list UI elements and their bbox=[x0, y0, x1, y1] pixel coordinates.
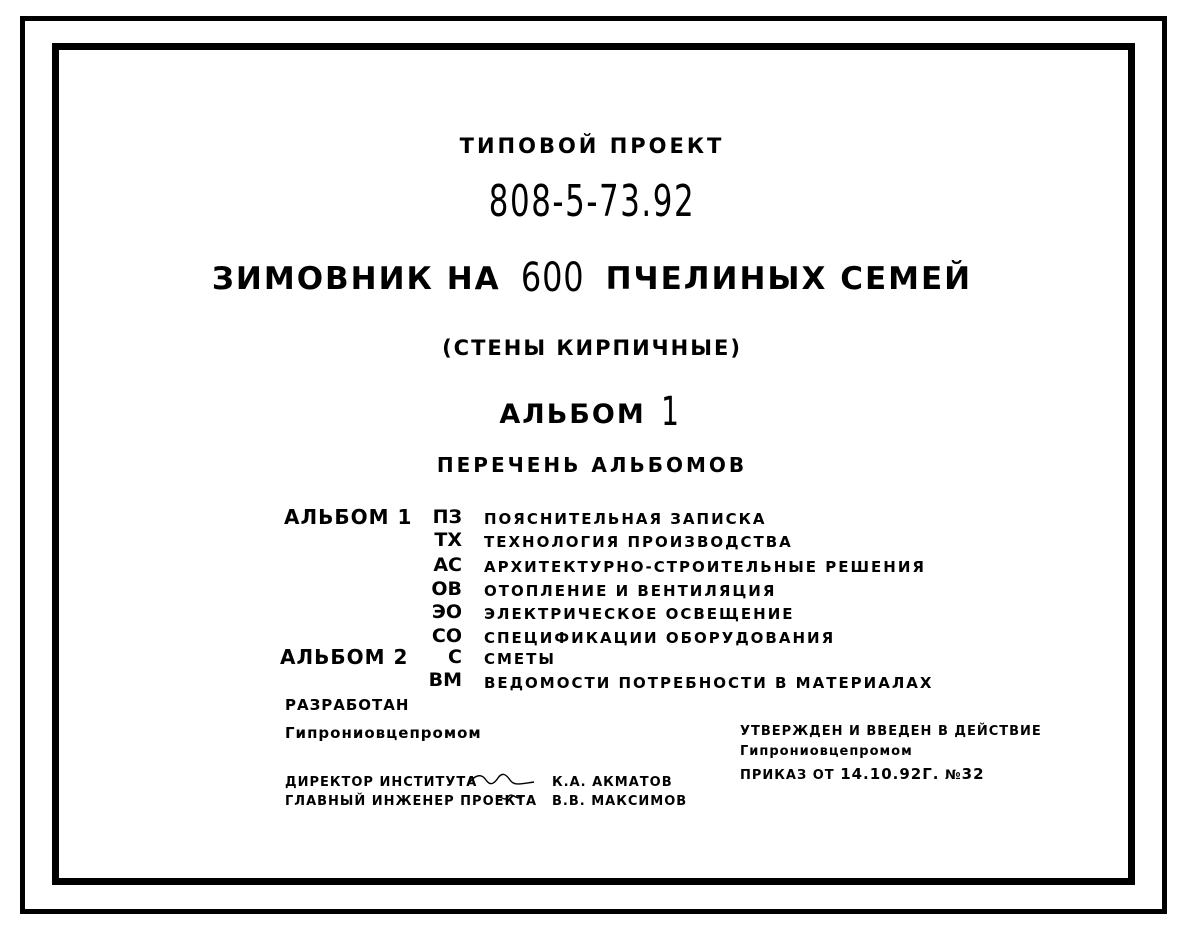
approval-order bbox=[740, 767, 985, 782]
code-so: СО bbox=[431, 625, 462, 647]
main-title bbox=[0, 255, 1184, 301]
project-label: ТИПОВОЙ ПРОЕКТ bbox=[459, 134, 725, 158]
code-ov: ОВ bbox=[431, 578, 462, 600]
album-number: 1 bbox=[661, 389, 681, 435]
item-vm: ВЕДОМОСТИ ПОТРЕБНОСТИ В МАТЕРИАЛАХ bbox=[484, 674, 934, 692]
engineer-signature bbox=[494, 791, 524, 809]
album2-label: АЛЬБОМ 2 bbox=[280, 645, 409, 669]
item-as: АРХИТЕКТУРНО-СТРОИТЕЛЬНЫЕ РЕШЕНИЯ bbox=[484, 558, 926, 576]
engineer-title: ГЛАВНЫЙ ИНЖЕНЕР ПРОЕКТА bbox=[285, 794, 538, 809]
code-eo: ЭО bbox=[431, 601, 462, 623]
order-no: 32 bbox=[961, 765, 985, 783]
order-no-label: № bbox=[945, 768, 962, 783]
code-th: ТХ bbox=[434, 529, 462, 551]
order-prefix: ПРИКАЗ ОТ bbox=[740, 768, 835, 783]
code-s: С bbox=[448, 646, 462, 668]
developed-label: РАЗРАБОТАН bbox=[285, 696, 410, 714]
project-number: 808-5-73.92 bbox=[488, 176, 696, 227]
approval-line2: Гипрониовцепромом bbox=[740, 744, 913, 759]
engineer-name: В.В. МАКСИМОВ bbox=[552, 794, 688, 809]
order-date: 14.10.92Г. bbox=[840, 765, 940, 783]
developer-org: Гипрониовцепромом bbox=[285, 724, 482, 742]
engineer-signature-mark bbox=[494, 791, 524, 805]
item-th: ТЕХНОЛОГИЯ ПРОИЗВОДСТВА bbox=[484, 533, 793, 551]
item-eo: ЭЛЕКТРИЧЕСКОЕ ОСВЕЩЕНИЕ bbox=[484, 605, 795, 623]
item-s: СМЕТЫ bbox=[484, 650, 556, 668]
code-vm: ВМ bbox=[428, 669, 462, 691]
code-pz: ПЗ bbox=[432, 506, 462, 528]
item-ov: ОТОПЛЕНИЕ И ВЕНТИЛЯЦИЯ bbox=[484, 582, 777, 600]
approval-line1: УТВЕРЖДЕН И ВВЕДЕН В ДЕЙСТВИЕ bbox=[740, 724, 1042, 739]
subtitle: (СТЕНЫ КИРПИЧНЫЕ) bbox=[442, 336, 742, 360]
director-name: К.А. АКМАТОВ bbox=[552, 775, 673, 790]
director-signature bbox=[468, 772, 536, 790]
item-so: СПЕЦИФИКАЦИИ ОБОРУДОВАНИЯ bbox=[484, 629, 836, 647]
director-title: ДИРЕКТОР ИНСТИТУТА bbox=[285, 775, 478, 790]
album-word: АЛЬБОМ bbox=[499, 399, 646, 430]
director-signature-mark bbox=[468, 772, 536, 786]
code-as: АС bbox=[433, 554, 462, 576]
title-part2: ПЧЕЛИНЫХ СЕМЕЙ bbox=[605, 261, 973, 297]
title-part1: ЗИМОВНИК НА bbox=[211, 261, 501, 297]
list-title: ПЕРЕЧЕНЬ АЛЬБОМОВ bbox=[436, 453, 748, 477]
album-title bbox=[0, 389, 1184, 435]
item-pz: ПОЯСНИТЕЛЬНАЯ ЗАПИСКА bbox=[484, 510, 767, 528]
title-number: 600 bbox=[521, 255, 585, 301]
album1-label: АЛЬБОМ 1 bbox=[284, 505, 413, 529]
